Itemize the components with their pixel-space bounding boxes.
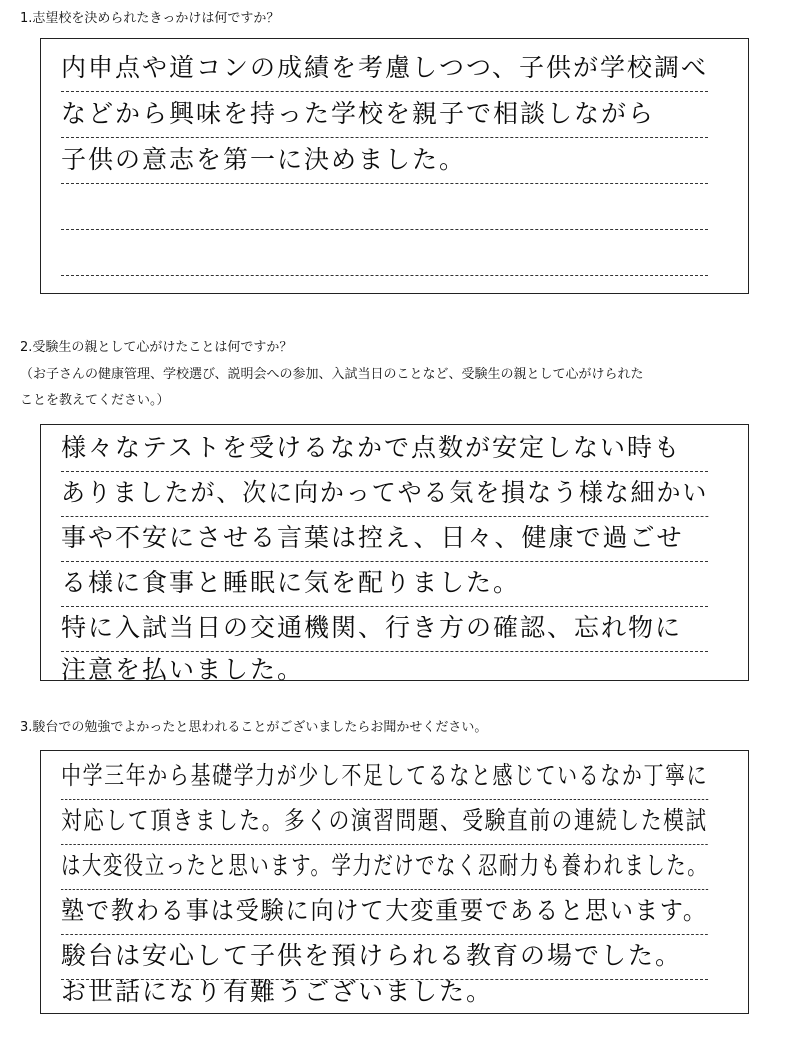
answer-line: 注意を払いました。: [61, 655, 305, 684]
question-1: 1.志望校を決められたきっかけは何ですか？: [20, 11, 280, 26]
question-2-note: （お子さんの健康管理、学校選び、説明会への参加、入試当日のことなど、受験生の親として心がけられた: [20, 367, 644, 382]
answer-line: る様に食事と睡眠に気を配りました。: [61, 560, 708, 607]
answer-line: 様々なテストを受けるなかで点数が安定しない時も: [61, 425, 708, 472]
answer-line: 内申点や道コンの成績を考慮しつつ、子供が学校調べ: [61, 45, 708, 92]
answer-line: ありましたが、次に向かってやる気を損なう様な細かい: [61, 470, 708, 517]
answer-line: 中学三年から基礎学力が少し不足してるなと感じているなか丁寧に: [61, 753, 708, 800]
answer-line: などから興味を持った学校を親子で相談しながら: [61, 91, 708, 138]
answer-line: [61, 229, 708, 276]
answer-line: [61, 183, 708, 230]
answer-line: 子供の意志を第一に決めました。: [61, 137, 708, 184]
answer-line: 駿台は安心して子供を預けられる教育の場でした。: [61, 933, 708, 980]
answer-box-3: [40, 750, 749, 1014]
answer-box-1: [40, 38, 749, 294]
answer-line: 塾で教わる事は受験に向けて大変重要であると思います。: [61, 888, 708, 935]
answer-box-2: [40, 424, 749, 684]
answer-line: 事や不安にさせる言葉は控え、日々、健康で過ごせ: [61, 515, 708, 562]
question-3: 3.駿台での勉強でよかったと思われることがございましたらお聞かせください。: [20, 720, 488, 735]
question-2: 2.受験生の親として心がけたことは何ですか？: [20, 340, 293, 355]
answer-line: お世話になり有難うございました。: [61, 977, 494, 1006]
answer-line: は大変役立ったと思います。学力だけでなく忍耐力も養われました。: [61, 843, 708, 890]
answer-line: 特に入試当日の交通機関、行き方の確認、忘れ物に: [61, 605, 708, 652]
answer-line: 対応して頂きました。多くの演習問題、受験直前の連続した模試: [61, 798, 708, 845]
question-2-note: ことを教えてください。）: [20, 393, 170, 408]
